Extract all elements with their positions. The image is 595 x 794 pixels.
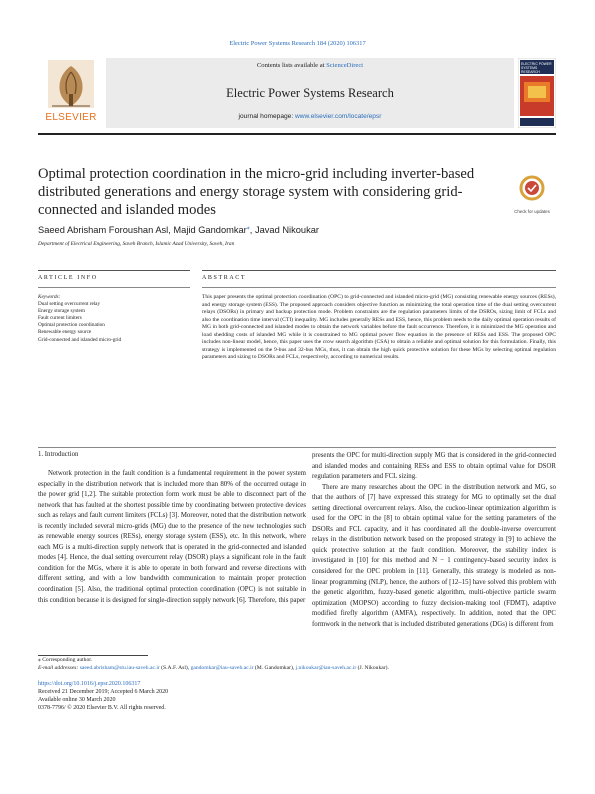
abstract-heading: ABSTRACT xyxy=(202,275,247,281)
info-rule-left xyxy=(38,270,190,271)
email-link[interactable]: saeed.abrisham@stu.iau-saveh.ac.ir xyxy=(79,665,160,671)
authors-main: Saeed Abrisham Foroushan Asl, Majid Gandomkar xyxy=(38,225,247,236)
email-link[interactable]: j.nikoukar@iau-saveh.ac.ir xyxy=(295,665,357,671)
section-heading-introduction: 1. Introduction xyxy=(38,451,79,458)
check-updates-label: Check for updates xyxy=(514,209,550,214)
check-updates-icon xyxy=(508,174,556,204)
contents-line xyxy=(106,62,514,69)
homepage-prefix: journal homepage: xyxy=(238,113,295,120)
sciencedirect-link[interactable]: ScienceDirect xyxy=(326,62,364,69)
journal-cover-thumbnail[interactable] xyxy=(518,58,556,128)
keywords-block xyxy=(38,294,190,344)
footnote-rule xyxy=(38,655,148,656)
article-title: Optimal protection coordination in the micro-grid including inverter-based distributed generations and energy storage system with considering grid-connected and islanded modes xyxy=(38,166,475,218)
keyword: Optimal protection coordination xyxy=(38,322,105,329)
keyword: Renewable energy source xyxy=(38,329,92,336)
journal-reference-link[interactable]: Electric Power Systems Research 184 (2020) 106317 xyxy=(229,40,366,47)
online-date: Available online 30 March 2020 xyxy=(38,697,116,703)
homepage-link[interactable]: www.elsevier.com/locate/epsr xyxy=(294,113,382,120)
header-rule xyxy=(38,133,556,135)
body-paragraph: presents the OPC for multi-direction supply MG that is considered in the grid-connected and islanded modes and containing RESs and ESS to obtain optimal value for DSOR regulation parameters and FCL sizing. xyxy=(312,452,556,481)
keywords-title: Keywords: xyxy=(38,294,61,300)
email-owner: (J. Nikoukar). xyxy=(356,665,389,671)
body-column-left xyxy=(38,469,306,606)
info-rule-right xyxy=(202,270,556,271)
received-dates: Received 21 December 2019; Accepted 6 March 2020 xyxy=(38,689,169,695)
journal-homepage-line xyxy=(106,113,514,120)
corresponding-author-mark[interactable]: ⁎ xyxy=(246,225,250,231)
keyword: Grid-connected and islanded micro-grid xyxy=(38,336,122,343)
author-list xyxy=(38,224,319,235)
corresponding-author-note: ⁎ Corresponding author. xyxy=(38,657,93,663)
keyword: Fault current limiters xyxy=(38,315,82,322)
body-paragraph: Network protection in the fault condition is a fundamental requirement in the power system especially in the distribution network that is included more than 80% of the occurred outage in the power grid [1,2]. The suitable protection form work must be able to disconnect part of the network that has faulted at the shortest possible time by coordinating between protective devices such as relays and fault current limiters (FCLs) [3]. Moreover, noted that the distribution network is recently included several micro-grids (MG) due to the presence of the new technologies such as renewable energy sources (RESs), energy storage system (ESS), etc. In this network, where each MG is a multi-direction supply network that is operated in the grid-connected and islanded modes [4]. Hence, the dual setting overcurrent relay (DSOR) plays a significant role in the fault condition for the MGs, where it is able to operate in both forward and reverse directions with different setting, and with a low bandwidth communication to maintain proper protection coordination [5]. Also, the traditional optimal protection coordination (OPC) is not suitable in this condition because it is designed for single-direction supply network [6]. Therefore, this paper xyxy=(38,470,306,604)
doi-link[interactable]: https://doi.org/10.1016/j.epsr.2020.106317 xyxy=(38,681,141,687)
email-owner: (M. Gandomkar), xyxy=(253,665,296,671)
elsevier-wordmark: ELSEVIER xyxy=(45,112,97,123)
authors-last: , Javad Nikoukar xyxy=(249,225,320,236)
elsevier-logo xyxy=(40,58,102,128)
email-link[interactable]: gandomkar@iau-saveh.ac.ir xyxy=(190,665,254,671)
check-for-updates-badge[interactable] xyxy=(508,174,556,216)
keyword: Dual setting overcurrent relay xyxy=(38,301,101,308)
keyword: Energy storage system xyxy=(38,308,85,315)
cover-title: ELECTRIC POWER SYSTEMS RESEARCH xyxy=(521,62,552,74)
copyright-notice: 0378-7796/ © 2020 Elsevier B.V. All rights reserved. xyxy=(38,705,166,711)
body-paragraph: There are many researches about the OPC in the distribution network and MG, so that the authors of [7] have expressed this strategy for MG to optimally set the dual setting directional overcurrent relays. Also, the cuckoo-linear optimization algorithm is used for the OPC in the [8] to obtain optimal value for the setting parameters of the DSORs and FCL capacity, and it has coordinated all the double-inverse overcurrent relays in the distribution network based on the proposed strategy in [9] to achieve the quick protective solution at the fault condition. Moreover, the stability index is investigated in [10] for this method and N − 1 contingency-based security index is considered for the OPC problem in [11]. Generally, this strategy is modeled as non-linear programming (NLP), hence, the authors of [12–15] have solved this problem with the genetic algorithm, fuzzy-based genetic algorithm, multi-objective particle swarm optimization (MOPSO) according to fuzzy decision-making tool (FDMT), adaptive modified firefly algorithm (AMFA), respectively. In addition, noted that the OPC formwork in the network that is included distributed generations (DGs) is different from xyxy=(312,483,556,628)
contents-prefix: Contents lists available at xyxy=(256,62,327,69)
abstract-text: This paper presents the optimal protection coordination (OPC) to grid-connected and islanded micro-grid (MG) consisting renewable energy sources (RESs), and energy storage system (ESS). The proposed approach considers objective function as minimizing the total operation time of the dual setting overcurrent relays (DSORs) in primary and backup protection mode. Problem constraints are the regulation parameters limits of the DSROs, sizing limit of FCLs and also the coordination time interval (CTI) inequality. MG includes generally RESs and ESS, hence, this problem needs to the daily optimal operation results of MG in both grid-connected and islanded modes to obtain the network variables before the fault occurrence. Therefore, it is minimized the MG operation and load shedding costs of islanded MG while it is constrained to MG optimal power flow equation in the presence of RESs and ESS. The proposed OPC includes non-linear model, hence, this paper uses the crow search algorithm (CSA) to obtain a reliable and optimal solution for this formulation. Finally, this strategy is implemented on the 9-bus and 32-bus MGs, thus, it can obtain the high quick protective solution for these MGs by selecting optimal regulation parameters and sizing to DSORs and FCLs, respectively, according to numerical results. xyxy=(202,294,556,361)
author-affiliation: Department of Electrical Engineering, Saveh Branch, Islamic Azad University, Saveh, Iran xyxy=(38,241,235,247)
email-addresses xyxy=(38,665,556,671)
journal-title: Electric Power Systems Research xyxy=(226,86,394,100)
email-owner: (S.A.F. Asl), xyxy=(159,665,191,671)
body-column-right xyxy=(312,451,556,630)
article-info-heading: ARTICLE INFO xyxy=(38,275,98,281)
email-label: E-mail addresses: xyxy=(38,665,80,671)
